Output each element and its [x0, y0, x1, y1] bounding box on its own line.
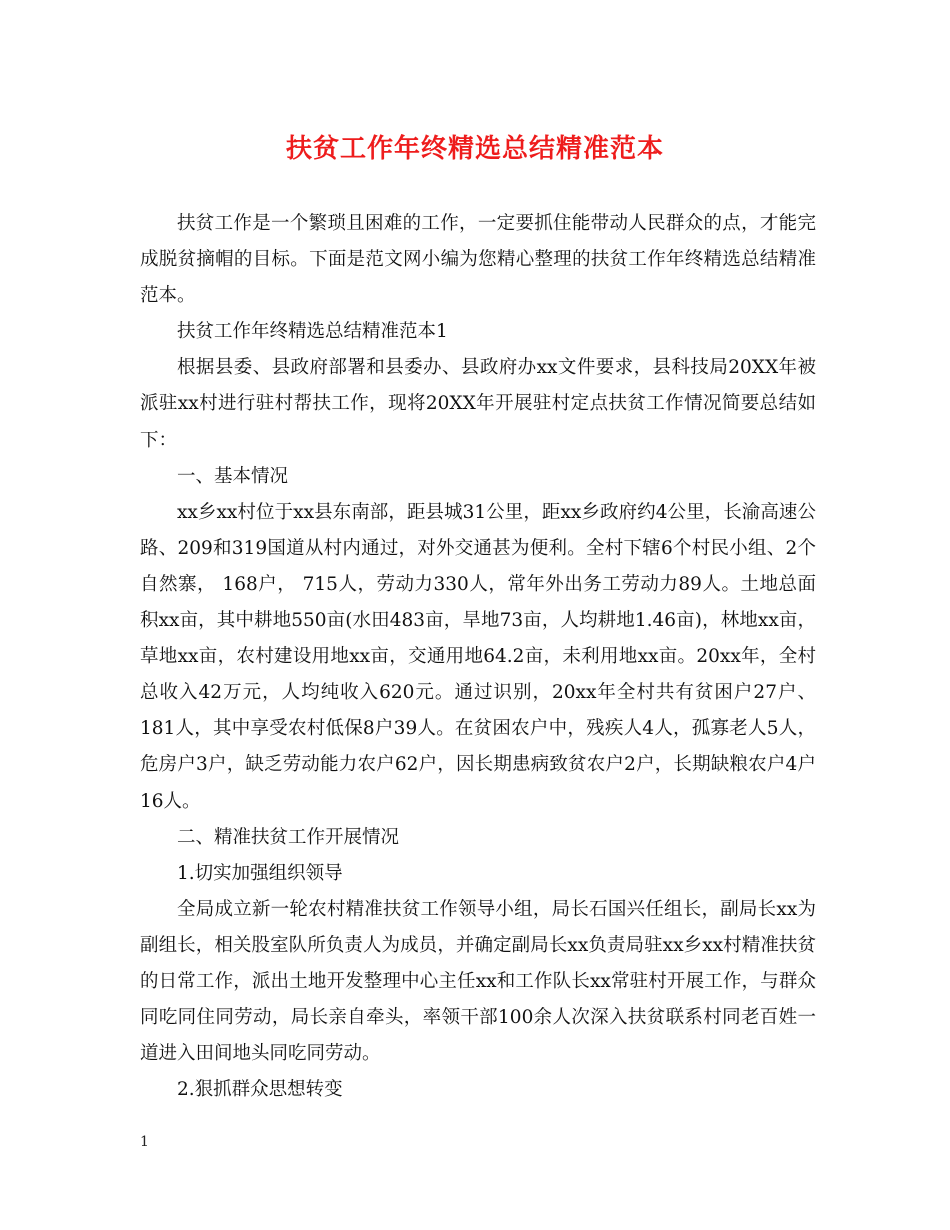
paragraph-subtitle: 扶贫工作年终精选总结精准范本1	[177, 321, 448, 343]
section-heading-work-progress: 二、精准扶贫工作开展情况	[177, 826, 400, 848]
document-title: 扶贫工作年终精选总结精准范本	[285, 134, 664, 164]
subheading-mindset: 2.狠抓群众思想转变	[177, 1079, 343, 1101]
paragraph-basic-situation: xx乡xx村位于xx县东南部，距县城31公里，距xx乡政府约4公里，长渝高速公路、209和319国道从村内通过，对外交通甚为便利。全村下辖6个村民小组、2个自然寨， 168户， 715人，劳动力330人，常年外出务工劳动力89人。土地总面积xx亩，其中耕地550亩(水田483亩，旱地73亩，人均耕地1.46亩)，林地xx亩，草地xx亩，农村建设用地xx亩，交通用地64.2亩，未利用地xx亩。20xx年，全村总收入42万元，人均纯收入620元。通过识别，20xx年全村共有贫困户27户、181人，其中享受农村低保8户39人。在贫困农户中，残疾人4人，孤寡老人5人，危房户3户，缺乏劳动能力农户62户，因长期患病致贫农户2户，长期缺粮农户4户16人。	[140, 501, 816, 812]
subheading-organization: 1.切实加强组织领导	[177, 862, 343, 884]
document-body	[140, 206, 816, 1108]
paragraph-intro: 扶贫工作是一个繁琐且困难的工作，一定要抓住能带动人民群众的点，才能完成脱贫摘帽的目标。下面是范文网小编为您精心整理的扶贫工作年终精选总结精准范本。	[140, 213, 816, 307]
paragraph-organization: 全局成立新一轮农村精准扶贫工作领导小组，局长石国兴任组长，副局长xx为副组长，相关股室队所负责人为成员，并确定副局长xx负责局驻xx乡xx村精准扶贫的日常工作，派出土地开发整理中心主任xx和工作队长xx常驻村开展工作，与群众同吃同住同劳动，局长亲自牵头，率领干部100余人次深入扶贫联系村同老百姓一道进入田间地头同吃同劳动。	[140, 898, 816, 1065]
page-number: 1	[140, 1134, 149, 1150]
paragraph-background: 根据县委、县政府部署和县委办、县政府办xx文件要求，县科技局20XX年被派驻xx村进行驻村帮扶工作，现将20XX年开展驻村定点扶贫工作情况简要总结如下：	[140, 357, 816, 451]
section-heading-basic-situation: 一、基本情况	[177, 465, 289, 487]
